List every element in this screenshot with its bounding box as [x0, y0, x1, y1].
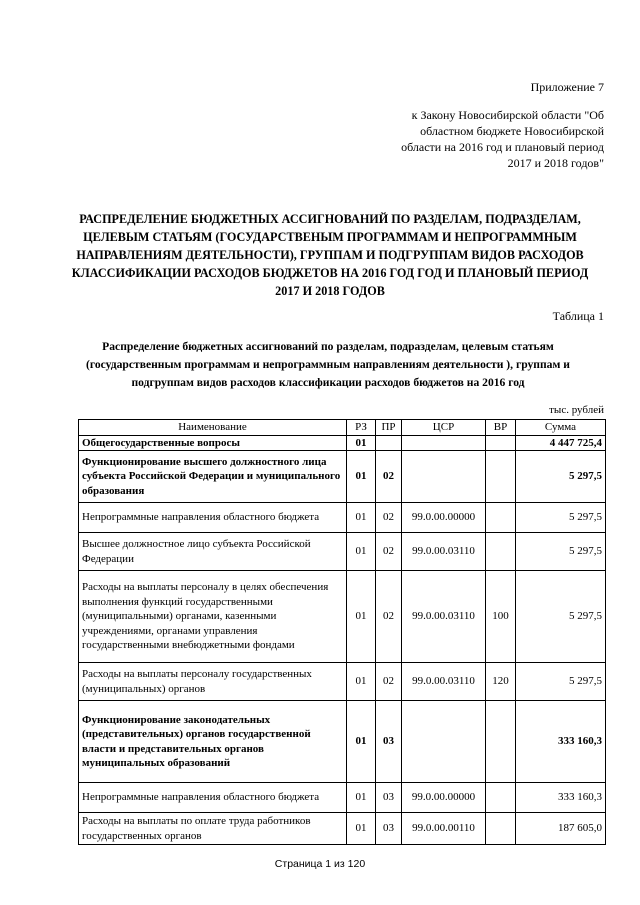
title-line: ЦЕЛЕВЫМ СТАТЬЯМ (ГОСУДАРСТВЕНЫМ ПРОГРАММАМ И НЕПРОГРАММНЫМ — [83, 230, 577, 244]
cell-csr — [402, 701, 486, 783]
table-row — [79, 503, 606, 533]
law-line: области на 2016 год и плановый период — [401, 140, 604, 154]
cell-name: Непрограммные направления областного бюджета — [79, 503, 347, 533]
table-subtitle — [74, 338, 582, 392]
cell-csr: 99.0.00.03110 — [402, 663, 486, 701]
cell-rz: 01 — [347, 813, 376, 845]
cell-rz: 01 — [347, 435, 376, 451]
cell-rz: 01 — [347, 533, 376, 571]
header-name: Наименование — [79, 420, 347, 436]
cell-sum: 5 297,5 — [516, 571, 606, 663]
cell-rz: 01 — [347, 503, 376, 533]
cell-name: Высшее должностное лицо субъекта Российской Федерации — [79, 533, 347, 571]
table-row — [79, 813, 606, 845]
cell-name: Общегосударственные вопросы — [79, 435, 347, 451]
cell-sum: 333 160,3 — [516, 783, 606, 813]
cell-rz: 01 — [347, 451, 376, 503]
cell-vr — [486, 503, 516, 533]
table-row — [79, 663, 606, 701]
cell-name: Функционирование высшего должностного лица субъекта Российской Федерации и муниципального образования — [79, 451, 347, 503]
cell-vr — [486, 701, 516, 783]
cell-name: Расходы на выплаты по оплате труда работников государственных органов — [79, 813, 347, 845]
document-title — [60, 210, 600, 300]
cell-vr — [486, 783, 516, 813]
cell-sum: 187 605,0 — [516, 813, 606, 845]
cell-csr: 99.0.00.00000 — [402, 503, 486, 533]
cell-sum: 333 160,3 — [516, 701, 606, 783]
page-footer: Страница 1 из 120 — [274, 858, 366, 870]
cell-name: Расходы на выплаты персоналу в целях обеспечения выполнения функций государственными (муниципальными) органами, казенными учреждениями, органами управления государственными внебюджетными фондами — [79, 571, 347, 663]
cell-sum: 4 447 725,4 — [516, 435, 606, 451]
table-row — [79, 451, 606, 503]
subtitle-line: Распределение бюджетных ассигнований по разделам, подразделам, целевым статьям — [102, 340, 554, 353]
table-row — [79, 571, 606, 663]
header-csr: ЦСР — [402, 420, 486, 436]
title-line: КЛАССИФИКАЦИИ РАСХОДОВ БЮДЖЕТОВ НА 2016 ГОД ГОД И ПЛАНОВЫЙ ПЕРИОД — [71, 266, 589, 280]
cell-vr: 120 — [486, 663, 516, 701]
cell-pr: 02 — [376, 451, 402, 503]
cell-sum: 5 297,5 — [516, 451, 606, 503]
cell-sum: 5 297,5 — [516, 533, 606, 571]
cell-sum: 5 297,5 — [516, 663, 606, 701]
cell-pr — [376, 435, 402, 451]
header-sum: Сумма — [516, 420, 606, 436]
table-header-row — [79, 420, 606, 436]
subtitle-line: подгруппам видов расходов классификации расходов бюджетов на 2016 год — [131, 376, 525, 389]
units-label: тыс. рублей — [549, 404, 604, 416]
cell-csr: 99.0.00.03110 — [402, 533, 486, 571]
cell-csr: 99.0.00.03110 — [402, 571, 486, 663]
header-rz: РЗ — [347, 420, 376, 436]
cell-csr: 99.0.00.00110 — [402, 813, 486, 845]
subtitle-line: (государственным программам и непрограммным направлениям деятельности ), группам и — [86, 358, 570, 371]
table-number: Таблица 1 — [552, 309, 604, 323]
cell-vr: 100 — [486, 571, 516, 663]
table-row — [79, 701, 606, 783]
cell-pr: 03 — [376, 813, 402, 845]
cell-rz: 01 — [347, 701, 376, 783]
law-line: областном бюджете Новосибирской — [420, 124, 604, 138]
cell-sum: 5 297,5 — [516, 503, 606, 533]
cell-vr — [486, 533, 516, 571]
title-line: НАПРАВЛЕНИЯМ ДЕЯТЕЛЬНОСТИ), ГРУППАМ И ПОДГРУППАМ ВИДОВ РАСХОДОВ — [76, 248, 584, 262]
cell-pr: 02 — [376, 533, 402, 571]
cell-rz: 01 — [347, 663, 376, 701]
cell-pr: 03 — [376, 783, 402, 813]
table-row — [79, 533, 606, 571]
cell-pr: 03 — [376, 701, 402, 783]
cell-name: Непрограммные направления областного бюджета — [79, 783, 347, 813]
cell-vr — [486, 435, 516, 451]
cell-rz: 01 — [347, 571, 376, 663]
cell-vr — [486, 813, 516, 845]
budget-table — [78, 419, 606, 845]
cell-name: Расходы на выплаты персоналу государственных (муниципальных) органов — [79, 663, 347, 701]
cell-pr: 02 — [376, 663, 402, 701]
cell-csr — [402, 435, 486, 451]
header-pr: ПР — [376, 420, 402, 436]
header-vr: ВР — [486, 420, 516, 436]
cell-csr — [402, 451, 486, 503]
cell-csr: 99.0.00.00000 — [402, 783, 486, 813]
table-row — [79, 435, 606, 451]
table-row — [79, 783, 606, 813]
appendix-label: Приложение 7 — [530, 80, 604, 94]
cell-name: Функционирование законодательных (представительных) органов государственной власти и представительных органов муниципальных образований — [79, 701, 347, 783]
title-line: РАСПРЕДЕЛЕНИЕ БЮДЖЕТНЫХ АССИГНОВАНИЙ ПО РАЗДЕЛАМ, ПОДРАЗДЕЛАМ, — [79, 212, 581, 226]
law-line: 2017 и 2018 годов" — [507, 156, 604, 170]
cell-pr: 02 — [376, 503, 402, 533]
cell-rz: 01 — [347, 783, 376, 813]
cell-pr: 02 — [376, 571, 402, 663]
title-line: 2017 И 2018 ГОДОВ — [275, 284, 385, 298]
law-line: к Закону Новосибирской области "Об — [411, 108, 604, 122]
cell-vr — [486, 451, 516, 503]
law-reference — [374, 107, 604, 171]
